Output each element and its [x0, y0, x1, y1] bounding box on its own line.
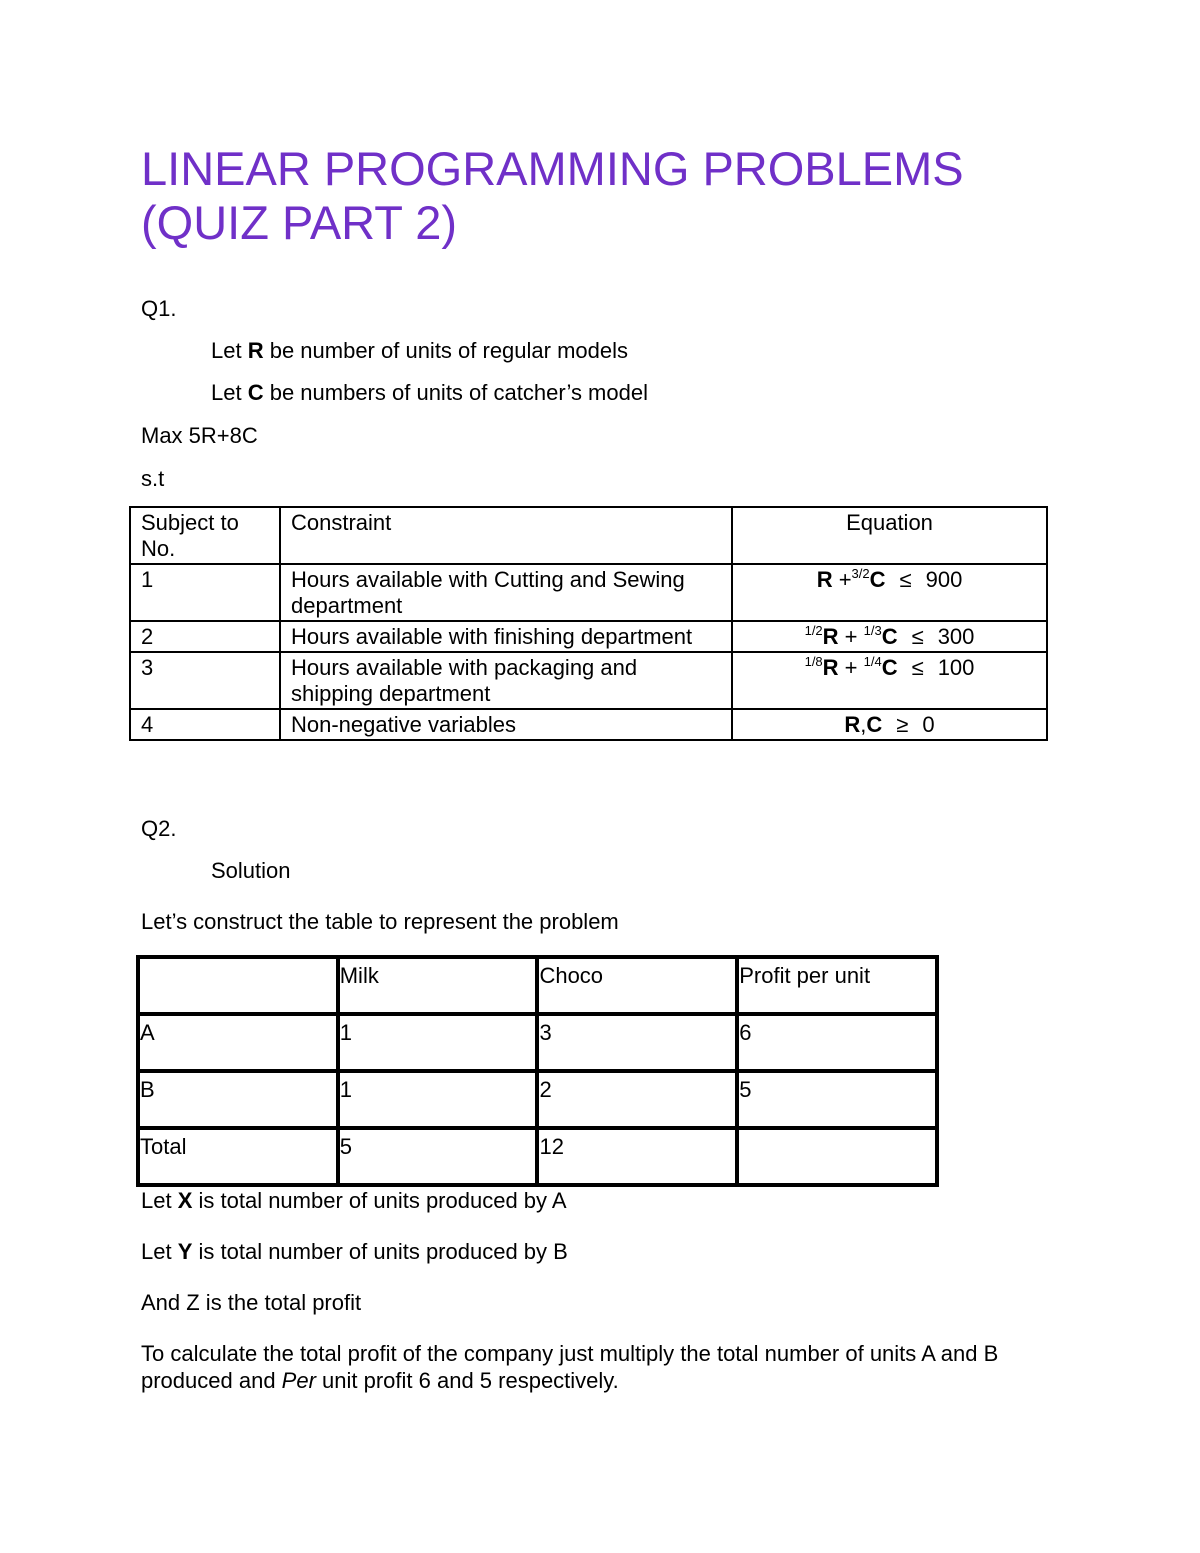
- q1-subject-to: s.t: [141, 466, 165, 491]
- row-number: 2: [130, 621, 280, 652]
- constraint-text: Hours available with packaging and shipping department: [280, 652, 732, 709]
- table-cell: 1: [338, 1014, 538, 1071]
- table-row: [138, 1014, 937, 1071]
- table-row: [130, 564, 1047, 621]
- header-cell: Subject to No.: [130, 507, 280, 564]
- header-cell: Profit per unit: [737, 957, 937, 1014]
- q1-let-r: Let R be number of units of regular models: [211, 338, 629, 363]
- table-cell: 5: [338, 1128, 538, 1185]
- q2-intro: Let’s construct the table to represent the problem: [141, 909, 619, 934]
- constraint-text: Non-negative variables: [280, 709, 732, 740]
- q2-calc-line-1: To calculate the total profit of the company just multiply the total number of units A and B: [141, 1341, 999, 1366]
- q2-let-y: Let Y is total number of units produced by B: [141, 1239, 568, 1264]
- constraint-text: Hours available with finishing department: [280, 621, 732, 652]
- table-cell: 1: [338, 1071, 538, 1128]
- constraint-text: Hours available with Cutting and Sewing department: [280, 564, 732, 621]
- constraints-table: [129, 506, 1048, 741]
- header-cell: Equation: [732, 507, 1047, 564]
- table-cell: Total: [138, 1128, 338, 1185]
- row-number: 4: [130, 709, 280, 740]
- header-cell: Constraint: [280, 507, 732, 564]
- equation: R +$^{3/2}$C ≤ 900: [732, 564, 1047, 621]
- table-cell: 6: [737, 1014, 937, 1071]
- equation: R,C ≥ 0: [732, 709, 1047, 740]
- q2-calc-line-2: produced and Per unit profit 6 and 5 respectively.: [141, 1368, 619, 1393]
- row-number: 1: [130, 564, 280, 621]
- q1-let-c: Let C be numbers of units of catcher’s model: [211, 380, 648, 405]
- header-cell: [138, 957, 338, 1014]
- q1-objective: Max 5R+8C: [141, 423, 258, 448]
- table-cell: [737, 1128, 937, 1185]
- table-row: [138, 1071, 937, 1128]
- row-number: 3: [130, 652, 280, 709]
- table-row: [130, 652, 1047, 709]
- q2-label: Q2.: [141, 816, 177, 841]
- table-cell: 2: [537, 1071, 737, 1128]
- table-cell: 5: [737, 1071, 937, 1128]
- q2-let-x: Let X is total number of units produced by A: [141, 1188, 567, 1213]
- table-cell: B: [138, 1071, 338, 1128]
- table-cell: 3: [537, 1014, 737, 1071]
- table-row: [130, 621, 1047, 652]
- table-row: [130, 709, 1047, 740]
- header-cell: Milk: [338, 957, 538, 1014]
- constraints-header-row: [130, 507, 1047, 564]
- table-cell: 12: [537, 1128, 737, 1185]
- products-table: [136, 955, 939, 1187]
- q2-solution: Solution: [211, 858, 291, 883]
- table-row: [138, 1128, 937, 1185]
- products-header-row: [138, 957, 937, 1014]
- table-cell: A: [138, 1014, 338, 1071]
- equation: $^{1/2}$R + $^{1/3}$C ≤ 300: [732, 621, 1047, 652]
- q2-z-line: And Z is the total profit: [141, 1290, 362, 1315]
- header-cell: Choco: [537, 957, 737, 1014]
- q1-label: Q1.: [141, 296, 177, 321]
- page-title: LINEAR PROGRAMMING PROBLEMS (QUIZ PART 2): [141, 142, 964, 249]
- equation: $^{1/8}$R + $^{1/4}$C ≤ 100: [732, 652, 1047, 709]
